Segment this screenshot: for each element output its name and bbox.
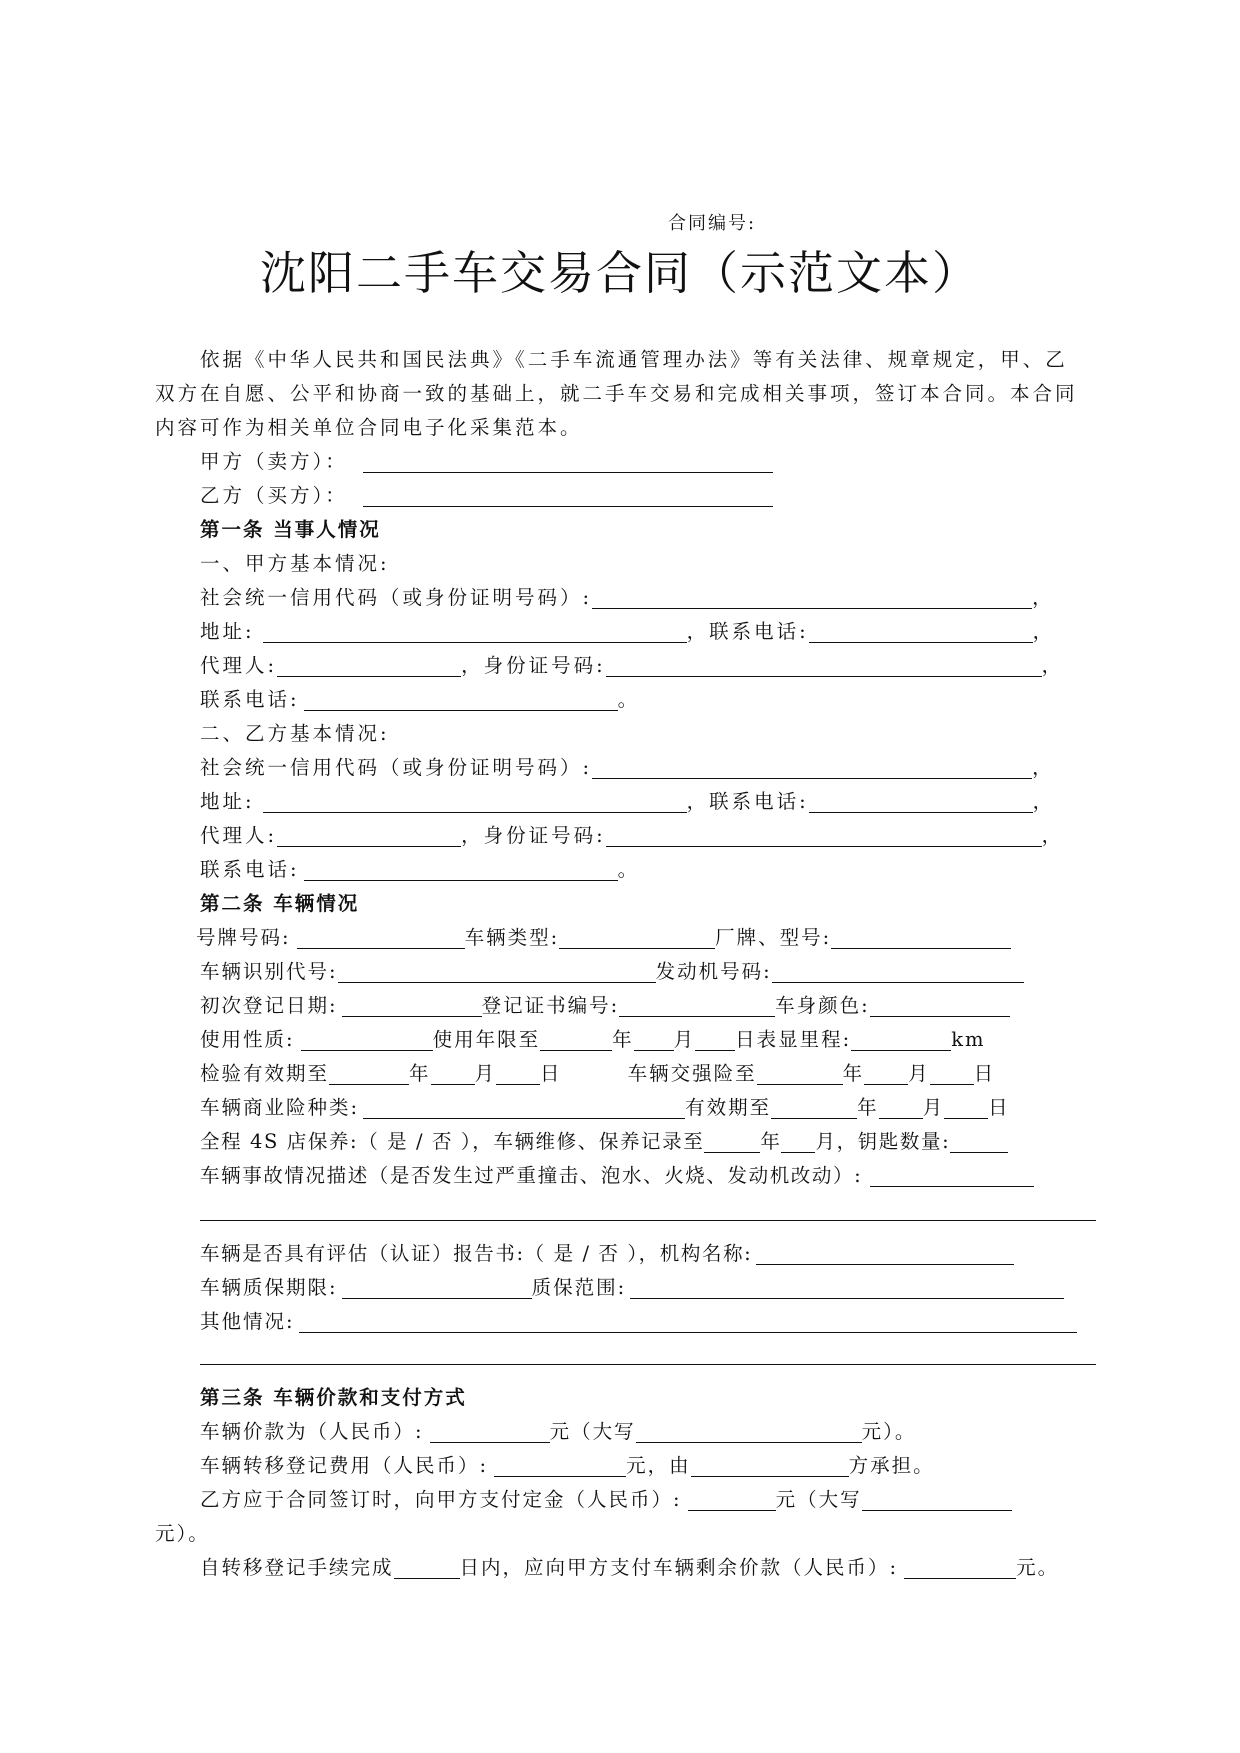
engine-no-label: 发动机号码: — [655, 960, 772, 983]
party-a-address-row — [200, 620, 1055, 644]
reg-cert-field[interactable] — [619, 994, 775, 1017]
party-a-phone-field[interactable] — [809, 620, 1033, 643]
contact-phone-label: 联系电话: — [200, 688, 300, 711]
party-a-contact-row — [200, 688, 640, 712]
maintenance-row — [200, 1130, 1008, 1154]
remaining-amount-field[interactable] — [904, 1556, 1016, 1579]
inspection-label: 检验有效期至 — [200, 1062, 330, 1085]
yuan-by-label: 元，由 — [626, 1454, 691, 1477]
other-row — [200, 1310, 1077, 1334]
month-label: 月 — [474, 1062, 497, 1085]
plate-row — [196, 926, 1011, 950]
first-reg-row — [200, 994, 1010, 1018]
comma: ， — [1032, 586, 1055, 609]
party-a-field[interactable] — [363, 450, 773, 473]
month-label: 月 — [908, 1062, 930, 1085]
party-b-address-field[interactable] — [263, 790, 687, 813]
usage-field[interactable] — [301, 1028, 433, 1051]
accident-continuation-line[interactable] — [200, 1220, 1096, 1221]
agent-label: 代理人: — [200, 824, 278, 847]
party-b-contact-row — [200, 858, 640, 882]
intro-line-2: 双方在自愿、公平和协商一致的基础上，就二手车交易和完成相关事项，签订本合同。本合同 — [155, 382, 1078, 405]
compulsory-ins-label: 车辆交强险至 — [627, 1062, 757, 1085]
transfer-fee-row — [200, 1454, 935, 1478]
first-reg-field[interactable] — [342, 994, 482, 1017]
party-a-credit-code-field[interactable] — [592, 586, 1032, 609]
compulsory-month-field[interactable] — [864, 1062, 908, 1085]
day-label: 日 — [988, 1096, 1010, 1119]
contract-number-label: 合同编号: — [668, 213, 757, 234]
yuan-close: 元）。 — [861, 1420, 917, 1443]
party-b-field[interactable] — [363, 484, 773, 507]
vin-row — [200, 960, 1024, 984]
appraisal-label: 车辆是否具有评估（认证）报告书:（ 是 / 否 ），机构名称: — [200, 1242, 753, 1265]
intro-line-3: 内容可作为相关单位合同电子化采集范本。 — [155, 416, 583, 439]
brand-model-field[interactable] — [831, 926, 1011, 949]
comma: ， — [1032, 620, 1056, 643]
party-a-id-field[interactable] — [606, 654, 1042, 677]
intro-line-1: 依据《中华人民共和国民法典》《二手车流通管理办法》等有关法律、规章规定，甲、乙 — [200, 348, 1068, 371]
remaining-row — [200, 1556, 1059, 1580]
year-label: 年 — [409, 1062, 431, 1085]
deposit-field[interactable] — [688, 1488, 776, 1511]
article-3-heading: 第三条 车辆价款和支付方式 — [200, 1386, 467, 1409]
period: 。 — [617, 688, 641, 711]
party-a-credit-row — [200, 586, 1055, 610]
party-b-address-row — [200, 790, 1055, 814]
accident-row — [200, 1164, 1034, 1188]
transfer-fee-field[interactable] — [494, 1454, 626, 1477]
use-limit-month-field[interactable] — [634, 1028, 674, 1051]
party-b-label: 乙方（买方）： — [200, 484, 348, 507]
compulsory-year-field[interactable] — [757, 1062, 843, 1085]
remaining-label-a: 自转移登记手续完成 — [200, 1556, 394, 1579]
inspection-year-field[interactable] — [329, 1062, 409, 1085]
month-keys-label: 月，钥匙数量: — [815, 1130, 951, 1153]
maintenance-year-field[interactable] — [704, 1130, 760, 1153]
party-a-label: 甲方（卖方）： — [200, 450, 348, 473]
vin-label: 车辆识别代号: — [200, 960, 338, 983]
party-b-row — [200, 484, 773, 508]
usage-row — [200, 1028, 986, 1052]
deposit-yuan-label: 元（大写 — [775, 1488, 862, 1511]
party-a-contact-phone-field[interactable] — [304, 688, 618, 711]
year-label: 年 — [842, 1062, 865, 1085]
odometer-label: 日表显里程: — [735, 1028, 852, 1051]
contact-phone-label: 联系电话: — [200, 858, 300, 881]
commercial-year-field[interactable] — [771, 1096, 857, 1119]
use-limit-day-field[interactable] — [695, 1028, 735, 1051]
commercial-day-field[interactable] — [944, 1096, 988, 1119]
party-b-agent-field[interactable] — [277, 824, 461, 847]
use-limit-year-field[interactable] — [540, 1028, 612, 1051]
id-number-label: ，身份证号码: — [461, 654, 606, 677]
other-continuation-line[interactable] — [200, 1364, 1096, 1365]
remaining-label-b: 日内，应向甲方支付车辆剩余价款（人民币）: — [459, 1556, 899, 1579]
warranty-period-field[interactable] — [342, 1276, 532, 1299]
appraisal-org-field[interactable] — [756, 1242, 1014, 1265]
inspection-row — [200, 1062, 995, 1086]
engine-no-field[interactable] — [772, 960, 1024, 983]
month-label: 月 — [673, 1028, 696, 1051]
compulsory-day-field[interactable] — [930, 1062, 974, 1085]
accident-label: 车辆事故情况描述（是否发生过严重撞击、泡水、火烧、发动机改动）: — [200, 1164, 863, 1187]
warranty-scope-label: 质保范围: — [531, 1276, 627, 1299]
maintenance-month-field[interactable] — [781, 1130, 815, 1153]
commercial-month-field[interactable] — [879, 1096, 923, 1119]
year-label: 年 — [612, 1028, 634, 1051]
transfer-fee-party-field[interactable] — [691, 1454, 849, 1477]
commercial-ins-row — [200, 1096, 1010, 1120]
commercial-ins-field[interactable] — [363, 1096, 685, 1119]
party-b-credit-code-field[interactable] — [592, 756, 1032, 779]
year-label: 年 — [760, 1130, 782, 1153]
party-a-section-heading: 一、甲方基本情况: — [200, 552, 390, 575]
warranty-period-label: 车辆质保期限: — [200, 1276, 338, 1299]
day-label: 日 — [973, 1062, 996, 1085]
party-b-phone-field[interactable] — [809, 790, 1033, 813]
remaining-yuan: 元。 — [1016, 1556, 1060, 1579]
vin-field[interactable] — [338, 960, 656, 983]
color-label: 车身颜色: — [775, 994, 870, 1017]
comma: ， — [1032, 790, 1056, 813]
inspection-day-field[interactable] — [496, 1062, 540, 1085]
km-unit: km — [951, 1028, 986, 1051]
credit-code-label: 社会统一信用代码（或身份证明号码）: — [200, 756, 593, 779]
party-a-address-field[interactable] — [263, 620, 687, 643]
deposit-caps-field[interactable] — [862, 1488, 1012, 1511]
first-reg-label: 初次登记日期: — [200, 994, 338, 1017]
party-b-contact-phone-field[interactable] — [304, 858, 618, 881]
price-row — [200, 1420, 916, 1444]
valid-until-label: 有效期至 — [685, 1096, 772, 1119]
party-bear-label: 方承担。 — [848, 1454, 935, 1477]
deposit-row — [200, 1488, 1012, 1512]
yuan-caps-label: 元（大写 — [549, 1420, 636, 1443]
party-b-section-heading: 二、乙方基本情况: — [200, 722, 390, 745]
price-field[interactable] — [430, 1420, 550, 1443]
transfer-fee-label: 车辆转移登记费用（人民币）: — [200, 1454, 489, 1477]
year-label: 年 — [857, 1096, 879, 1119]
party-a-agent-field[interactable] — [277, 654, 461, 677]
month-label: 月 — [922, 1096, 945, 1119]
maintenance-label: 全程 4S 店保养:（ 是 / 否 ），车辆维修、保养记录至 — [200, 1130, 705, 1153]
comma: ， — [1041, 824, 1065, 847]
party-b-agent-row — [200, 824, 1064, 848]
credit-code-label: 社会统一信用代码（或身份证明号码）: — [200, 586, 593, 609]
use-limit-label: 使用年限至 — [432, 1028, 541, 1051]
appraisal-row — [200, 1242, 1014, 1266]
brand-model-label: 厂牌、型号: — [715, 926, 832, 949]
phone-label: ，联系电话: — [686, 620, 809, 643]
key-count-field[interactable] — [950, 1130, 1008, 1153]
commercial-ins-label: 车辆商业险种类: — [200, 1096, 360, 1119]
color-field[interactable] — [870, 994, 1010, 1017]
comma: ， — [1032, 756, 1055, 779]
article-1-heading: 第一条 当事人情况 — [200, 518, 381, 541]
article-2-heading: 第二条 车辆情况 — [200, 892, 360, 915]
day-label: 日 — [540, 1062, 562, 1085]
party-b-credit-row — [200, 756, 1055, 780]
vehicle-type-field[interactable] — [559, 926, 715, 949]
agent-label: 代理人: — [200, 654, 278, 677]
plate-field[interactable] — [297, 926, 465, 949]
deposit-close: 元）。 — [155, 1522, 210, 1545]
plate-label: 号牌号码: — [196, 926, 291, 949]
remaining-days-field[interactable] — [394, 1556, 460, 1579]
accident-field[interactable] — [870, 1164, 1034, 1187]
deposit-label: 乙方应于合同签订时，向甲方支付定金（人民币）: — [200, 1488, 682, 1511]
phone-label: ，联系电话: — [686, 790, 809, 813]
address-label: 地址: — [200, 790, 255, 813]
comma: ， — [1041, 654, 1065, 677]
party-a-row — [200, 450, 773, 474]
price-label: 车辆价款为（人民币）: — [200, 1420, 424, 1443]
page-title: 沈阳二手车交易合同（示范文本） — [260, 246, 980, 300]
address-label: 地址: — [200, 620, 255, 643]
inspection-month-field[interactable] — [431, 1062, 475, 1085]
price-caps-field[interactable] — [636, 1420, 862, 1443]
warranty-scope-field[interactable] — [630, 1276, 1064, 1299]
other-label: 其他情况: — [200, 1310, 295, 1333]
id-number-label: ，身份证号码: — [461, 824, 606, 847]
party-a-agent-row — [200, 654, 1064, 678]
warranty-row — [200, 1276, 1064, 1300]
reg-cert-label: 登记证书编号: — [481, 994, 620, 1017]
party-b-id-field[interactable] — [606, 824, 1042, 847]
odometer-field[interactable] — [851, 1028, 951, 1051]
usage-label: 使用性质: — [200, 1028, 295, 1051]
other-field[interactable] — [299, 1310, 1077, 1333]
period: 。 — [617, 858, 641, 881]
vehicle-type-label: 车辆类型: — [464, 926, 560, 949]
